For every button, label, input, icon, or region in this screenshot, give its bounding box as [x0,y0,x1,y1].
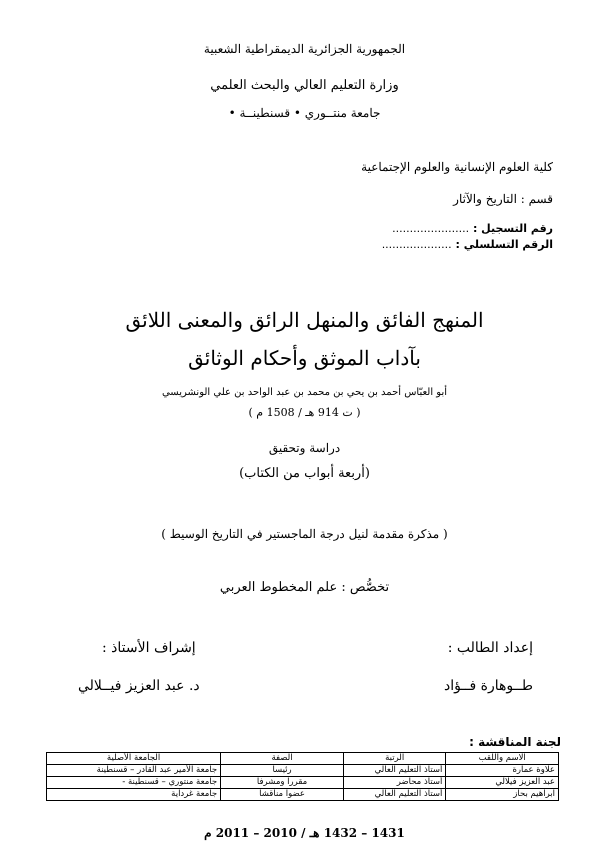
thesis-title-line1: المنهج الفائق والمنهل الرائق والمعنى اللائق [125,308,484,332]
header-rank: الرتبة [343,753,445,765]
registration-label: رقم التسجيل : [472,222,553,235]
author-name: أبو العبّاس أحمد بن يحي بن محمد بن عبد الواحد بن علي الونشريسي [161,387,448,398]
member-role: رئيسا [221,765,344,777]
table-header-row [47,753,559,765]
ministry-heading: وزارة التعليم العالي والبحث العلمي [210,78,399,93]
author-dates: ( ت 914 هـ / 1508 م ) [248,406,361,419]
member-role: عضوا مناقشا [221,789,344,801]
faculty-name: كلية العلوم الإنسانية والعلوم الإجتماعية [361,160,553,174]
member-rank: أستاذ محاضر [343,777,445,789]
member-rank: أستاذ التعليم العالي [343,765,445,777]
thesis-title-line2: بآداب الموثق وأحكام الوثائق [188,346,421,370]
member-university: جامعة غرداية [47,789,221,801]
member-name: علاوة عمارة [446,765,559,777]
degree-memo: ( مذكرة مقدمة لنيل درجة الماجستير في التاريخ الوسيط ) [161,527,448,541]
header-role: الصفة [221,753,344,765]
table-row [47,789,559,801]
member-rank: أستاذ التعليم العالي [343,789,445,801]
registration-value: ...................... [392,222,470,235]
table-row [47,765,559,777]
committee-table [46,752,559,801]
university-heading: جامعة منتــوري • قسنطينــة • [228,106,381,120]
serial-number [382,238,553,251]
chapters-note: (أربعة أبواب من الكتاب) [239,466,370,481]
department-name: قسم : التاريخ والآثار [453,192,553,206]
member-role: مقررا ومشرفا [221,777,344,789]
republic-heading: الجمهورية الجزائرية الديمقراطية الشعبية [203,42,406,56]
prepared-by-label: إعداد الطالب : [447,640,533,656]
specialty: تخصُّص : علم المخطوط العربي [219,580,390,595]
academic-year: 1431 – 1432 هـ / 2010 – 2011 م [204,826,405,840]
committee-label: لجنة المناقشة : [469,735,561,749]
supervision-label: إشراف الأستاذ : [102,640,196,656]
study-type: دراسة وتحقيق [268,441,341,455]
registration-number [392,222,553,235]
header-university: الجامعة الأصلية [47,753,221,765]
header-name: الاسم واللقب [446,753,559,765]
serial-label: الرقم التسلسلي : [455,238,553,251]
member-university: جامعة منتوري – قسنطينة - [47,777,221,789]
serial-value: .................... [381,238,452,251]
student-name: طــوهارة فــؤاد [443,678,533,694]
member-name: ابراهيم بحاز [446,789,559,801]
table-row [47,777,559,789]
member-name: عبد العزيز فيلالي [446,777,559,789]
supervisor-name: د. عبد العزيز فيــلالي [78,678,200,694]
member-university: جامعة الأمير عبد القادر – قسنطينة [47,765,221,777]
